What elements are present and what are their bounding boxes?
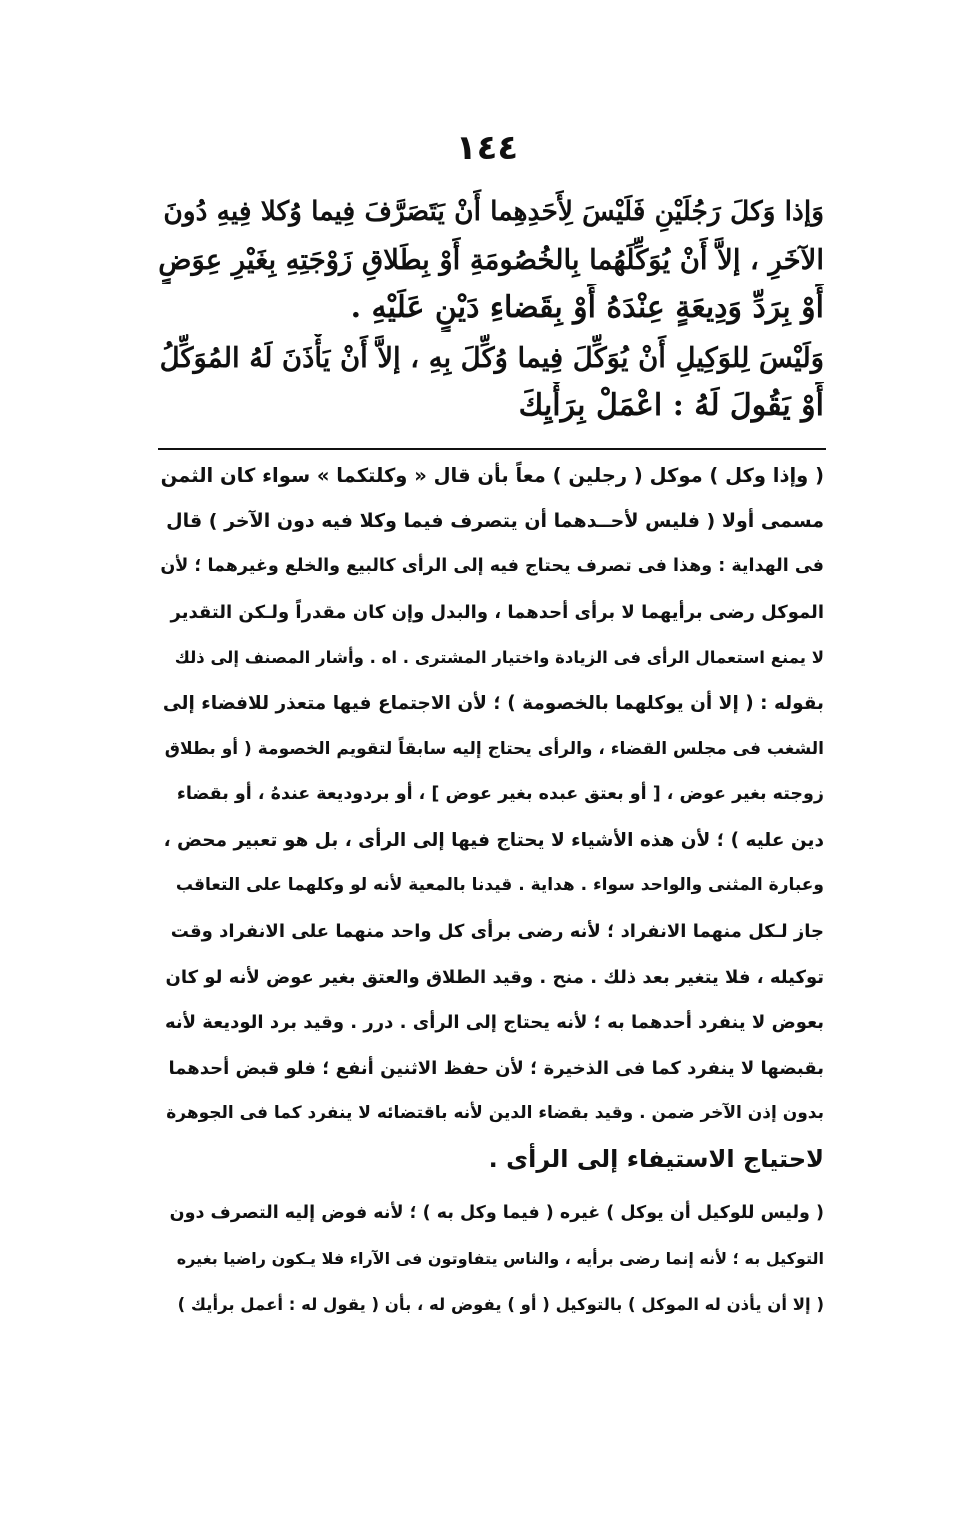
- text-line: بعوض لا ينفرد أحدهما به ؛ لأنه يحتاج إلى الرأى . درر . وقيد برد الوديعة لأنه: [164, 1012, 824, 1034]
- text-line: وعبارة المثنى والواحد سواء . هداية . قيدنا بالمعية لأنه لو وكلهما على التعاقب: [175, 875, 824, 896]
- section-divider: [158, 448, 826, 450]
- text-line: مسمى أولا ( فليس لأحــدهما أن يتصرف فيما وكلا فيه دون الآخر ) قال: [166, 509, 824, 532]
- text-line: التوكيل به ؛ لأنه إنما رضى برأيه ، والناس يتفاوتون فى الآراء فلا يـكون راضيا بغيره: [176, 1249, 824, 1269]
- commentary-paragraph-2: [160, 1191, 824, 1328]
- text-line: ( وإذا وكل ) موكل ( رجلين ) معاً بأن قال « وكلتكما » سواء كان الثمن: [160, 464, 824, 487]
- text-line: الموكل رضى برأيهما لا برأى أحدهما ، والبدل وإن كان مقدراً ولـكن التقدير: [170, 601, 824, 623]
- text-line: دين عليه ) ؛ لأن هذه الأشياء لا يحتاج فيها إلى الرأى ، بل هو تعبير محض ،: [163, 829, 824, 851]
- text-line: وَلَيْسَ لِلوَكِيلِ أَنْ يُوَكِّلَ فِيما وُكِّلَ بِهِ ، إلاَّ أَنْ يَأْذَنَ لَهُ المُوَكِّلُ: [159, 342, 824, 374]
- text-line: الشغب فى مجلس القضاء ، والرأى يحتاج إليه سابقاً لتقويم الخصومة ( أو بطلاق: [164, 738, 824, 759]
- commentary-paragraph-1: [160, 453, 824, 1183]
- text-line: أَوْ بِرَدِّ وَدِيعَةٍ عِنْدَهُ أَوْ بِقَضاءِ دَيْنٍ عَلَيْهِ .: [350, 290, 824, 325]
- text-line: بدون إذن الآخر ضمن . وقيد بقضاء الدين لأنه باقتضائه لا ينفرد كما فى الجوهرة: [166, 1103, 824, 1124]
- text-line: ( وليس للوكيل أن يوكل ) غيره ( فيما وكل به ) ؛ لأنه فوض إليه التصرف دون: [169, 1202, 824, 1223]
- main-text-paragraph-2: [158, 334, 824, 430]
- text-line: توكيله ، فلا يتغير بعد ذلك . منح . وقيد الطلاق والعتق بغير عوض لأنه لو كان: [165, 966, 824, 988]
- page-number: ١٤٤: [455, 128, 519, 168]
- text-line: جاز لـكل منهما الانفراد ؛ لأنه رضى برأى كل واحد منهما على الانفراد وقت: [170, 920, 824, 942]
- paragraph-gap: [160, 1183, 824, 1191]
- text-line: بقبضها لا ينفرد كما فى الذخيرة ؛ لأن حفظ الاثنين أنفع ؛ فلو قبض أحدهما: [168, 1057, 824, 1079]
- text-line: بقوله : ( إلا أن يوكلهما بالخصومة ) ؛ لأن الاجتماع فيها متعذر للافضاء إلى: [162, 692, 824, 714]
- text-line: وَإذا وَكلَ رَجُلَيْنِ فَلَيْسَ لِأَحَدِهِما أَنْ يَتَصَرَّفَ فِيما وُكلا فِيهِ دُونَ: [163, 196, 824, 227]
- text-line: لا يمنع استعمال الرأى فى الزيادة واختيار المشترى . اه . وأشار المصنف إلى ذلك: [174, 648, 824, 668]
- commentary-text: [160, 453, 824, 1327]
- text-line: زوجته بغير عوض ، [ أو بعتق عبده بغير عوض ] ، أو بردوديعة عندهُ ، أو بقضاء: [176, 784, 824, 805]
- text-line: فى الهداية : وهذا فى تصرف يحتاج فيه إلى الرأى كالبيع والخلع وغيرهما ؛ لأن: [160, 556, 824, 577]
- text-line: الآخَرِ ، إلاَّ أَنْ يُوَكِّلَهُما بِالخُصُومَةِ أَوْ بِطَلاقِ زَوْجَتِهِ بِغَيْرِ عِوَضٍ: [158, 244, 824, 276]
- text-line: أَوْ يَقُولَ لَهُ : اعْمَلْ بِرَأْيِكَ: [518, 388, 824, 423]
- main-text-paragraph-1: [158, 188, 824, 332]
- text-line: لاحتياج الاستيفاء إلى الرأى .: [488, 1144, 824, 1173]
- text-line: ( إلا أن يأذن له الموكل ) بالتوكيل ( أو ) يفوض له ، بأن ( يقول له : أعمل برأيك ): [177, 1294, 824, 1314]
- main-text: [158, 188, 824, 430]
